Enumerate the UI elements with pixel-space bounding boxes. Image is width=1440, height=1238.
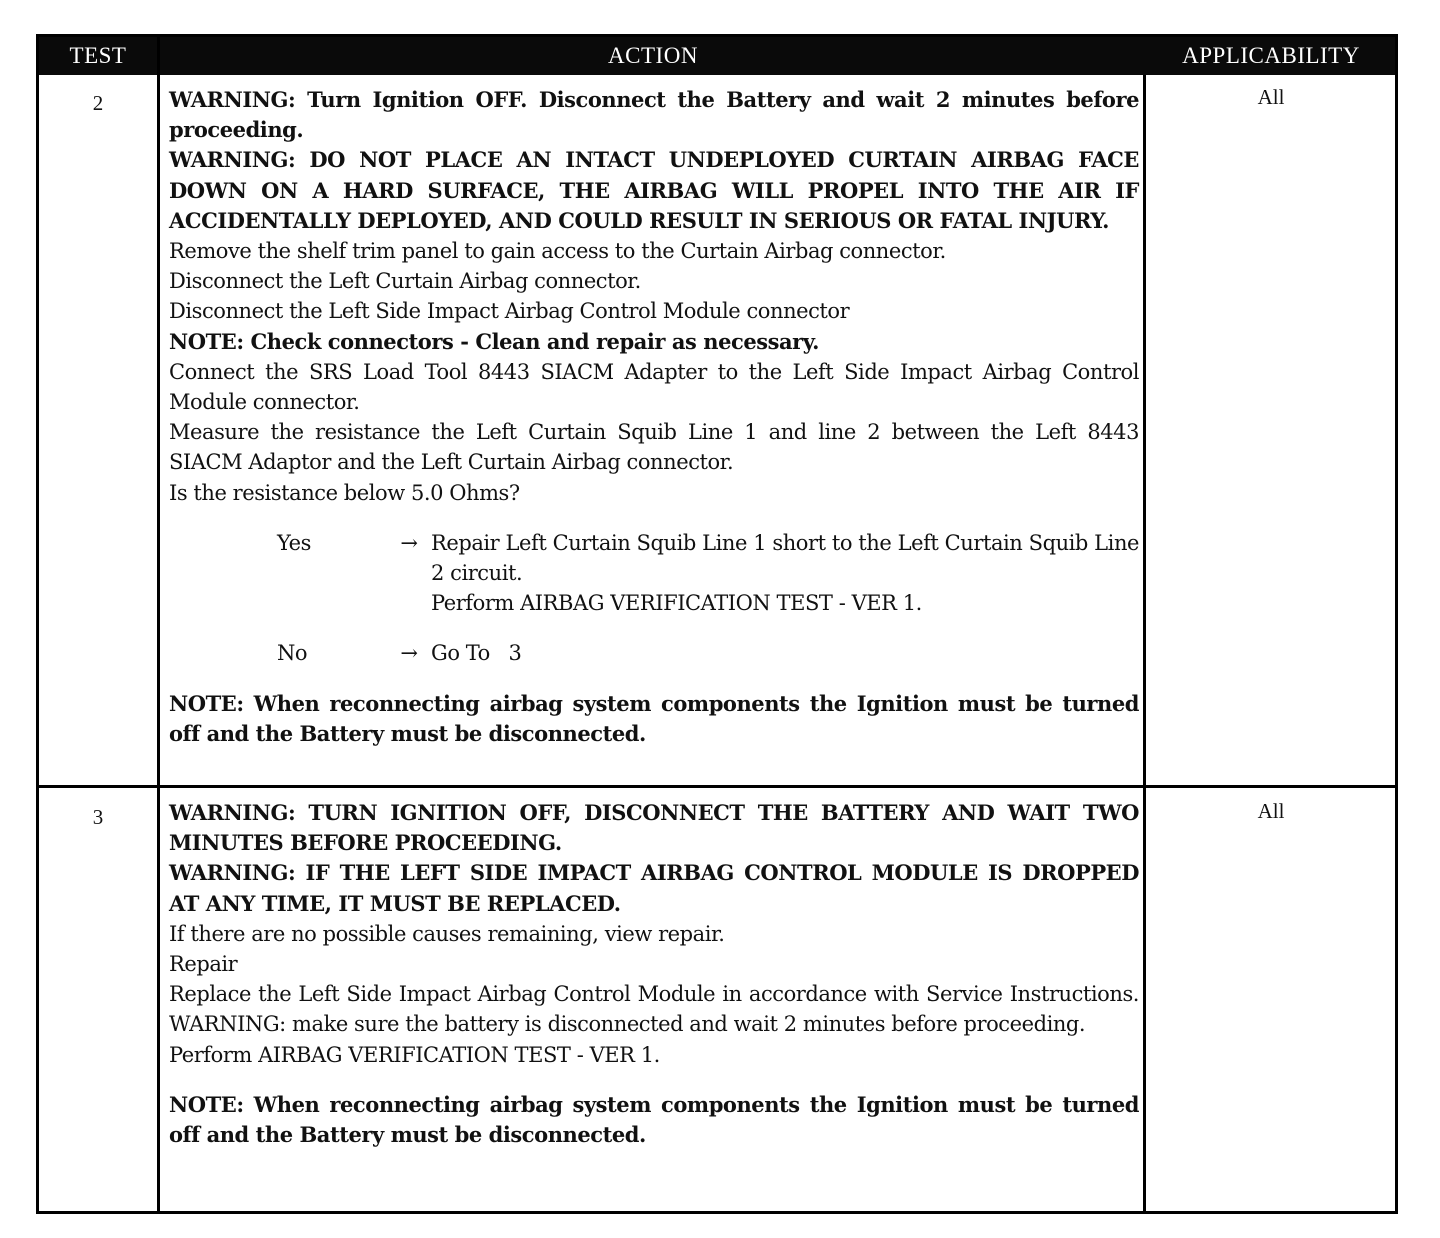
question-text: Is the resistance below 5.0 Ohms? — [169, 480, 520, 505]
no-branch — [169, 638, 1139, 668]
yes-outcome-text: Repair Left Curtain Squib Line 1 short to the Left Curtain Squib Line 2 circuit. — [431, 530, 1139, 586]
repair-label: Repair — [169, 952, 238, 977]
warning-text: WARNING: TURN IGNITION OFF, DISCONNECT THE BATTERY AND WAIT TWO MINUTES BEFORE PROCEEDING. — [169, 800, 1139, 856]
step-text: Connect the SRS Load Tool 8443 SIACM Adapter to the Left Side Impact Airbag Control Module connector. — [169, 359, 1139, 415]
note-text: NOTE: When reconnecting airbag system components the Ignition must be turned off and the Battery must be disconnected. — [169, 690, 1139, 746]
table-header — [39, 37, 1395, 75]
test-number: 3 — [92, 805, 104, 829]
applicability-value: All — [1257, 799, 1285, 823]
no-label: No — [277, 641, 308, 666]
right-arrow-icon: → — [400, 641, 418, 666]
yes-outcome — [431, 528, 1139, 619]
column-divider-test — [157, 37, 160, 1211]
test-number: 2 — [92, 91, 104, 115]
note-text: NOTE: When reconnecting airbag system components the Ignition must be turned off and the Battery must be disconnected. — [169, 1091, 1139, 1148]
action-cell-test-2 — [169, 85, 1139, 749]
action-cell-test-3 — [169, 798, 1139, 1150]
warning-text: WARNING: Turn Ignition OFF. Disconnect the Battery and wait 2 minutes before proceeding. — [169, 87, 1139, 143]
header-test: TEST — [69, 43, 127, 68]
header-applicability: APPLICABILITY — [1182, 43, 1360, 68]
right-arrow-icon: → — [400, 530, 418, 555]
step-text: Measure the resistance the Left Curtain Squib Line 1 and line 2 between the Left 8443 SIACM Adaptor and the Left Curtain Airbag connector. — [169, 420, 1139, 475]
diagnostic-test-table — [36, 34, 1398, 1214]
warning-text: WARNING: DO NOT PLACE AN INTACT UNDEPLOYED CURTAIN AIRBAG FACE DOWN ON A HARD SURFACE, THE AIRBAG WILL PROPEL INTO THE AIR IF ACCIDENTALLY DEPLOYED, AND COULD RESULT IN SERIOUS OR FATAL INJURY. — [169, 147, 1139, 233]
repair-text: Replace the Left Side Impact Airbag Control Module in accordance with Service Instructions. WARNING: make sure the battery is disconnected and wait 2 minutes before proceeding. — [169, 982, 1139, 1037]
applicability-value: All — [1257, 85, 1285, 109]
yes-label: Yes — [277, 530, 311, 555]
step-text: Disconnect the Left Side Impact Airbag Control Module connector — [169, 299, 850, 324]
no-outcome: Go To 3 — [431, 641, 522, 666]
yes-outcome-verify: Perform AIRBAG VERIFICATION TEST - VER 1. — [431, 591, 922, 616]
row-divider — [39, 785, 1395, 788]
yes-branch — [169, 528, 1139, 619]
warning-text: WARNING: IF THE LEFT SIDE IMPACT AIRBAG CONTROL MODULE IS DROPPED AT ANY TIME, IT MUST BE REPLACED. — [169, 860, 1139, 916]
note-text: NOTE: Check connectors - Clean and repair as necessary. — [169, 328, 819, 354]
step-text: If there are no possible causes remaining, view repair. — [169, 921, 725, 946]
step-text: Disconnect the Left Curtain Airbag connector. — [169, 269, 641, 294]
column-divider-applicability — [1143, 75, 1146, 1211]
repair-verify: Perform AIRBAG VERIFICATION TEST - VER 1. — [169, 1042, 660, 1067]
header-action: ACTION — [608, 43, 698, 68]
step-text: Remove the shelf trim panel to gain access to the Curtain Airbag connector. — [169, 239, 946, 264]
